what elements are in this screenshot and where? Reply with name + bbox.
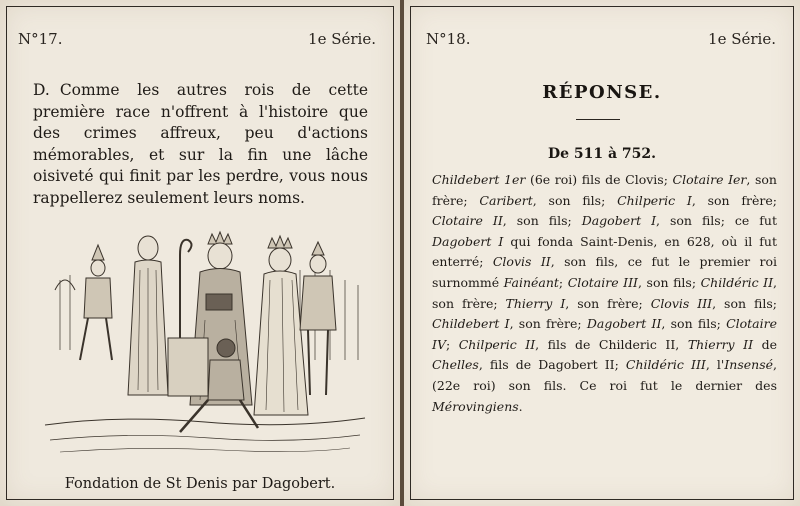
answer-text-segment: , fils de Childeric II, (535, 336, 688, 352)
answer-name-segment: Thierry II (687, 336, 754, 352)
answer-name-segment: Clovis III (650, 295, 713, 311)
answer-name-segment: Childéric III (625, 357, 706, 373)
answer-text-segment: (6e roi) fils de Clovis; (525, 172, 673, 187)
question-paragraph (33, 80, 368, 209)
answer-name-segment: Clotaire IV (432, 316, 777, 352)
question-label: D. (33, 81, 50, 99)
answer-name-segment: Caribert (479, 192, 533, 208)
answer-text-segment: , son fils; (661, 316, 727, 332)
answer-name-segment: Mérovingiens (432, 398, 519, 414)
answer-text-segment: , son fils; (712, 295, 777, 311)
answer-text-segment: , son fils; (502, 213, 582, 229)
right-card-number: N°18. (426, 30, 471, 48)
answer-text-segment: , son fils; (532, 192, 618, 208)
answer-text-segment: , son fils, ce fut le premier roi surnommé (432, 254, 777, 290)
answer-text-segment: de (753, 336, 777, 352)
answer-name-segment: Dagobert I (581, 213, 657, 229)
answer-text-segment: , son frère; (691, 192, 777, 208)
answer-name-segment: Thierry I (505, 295, 566, 311)
answer-name-segment: Clotaire II (432, 213, 503, 229)
answer-name-segment: Clovis II (492, 254, 551, 270)
answer-text-segment: , l' (705, 357, 725, 373)
illustration-caption: Fondation de St Denis par Dagobert. (64, 476, 336, 492)
left-card-number: N°17. (18, 30, 63, 48)
answer-name-segment: Clotaire Ier (672, 172, 747, 187)
answer-paragraph (432, 170, 777, 417)
answer-text-segment: ; (558, 274, 568, 290)
answer-text-segment: , son frère; (432, 172, 777, 208)
answer-name-segment: Chilperic II (458, 336, 536, 352)
question-text: Comme les autres rois de cette première race n'offrent à l'histoire que des crimes affreux, peu d'actions mémorables, et sur la fin une lâche oisiveté qui finit par les perdre, vous nous rappellerez seulement leurs noms. (33, 81, 368, 207)
answer-name-segment: Childéric II (700, 274, 774, 290)
answer-text-segment: , fils de Dagobert II; (478, 357, 626, 373)
answer-text-segment: qui fonda Saint-Denis, en 628, où il fut enterré; (432, 233, 778, 270)
answer-name-segment: Dagobert I (432, 233, 504, 249)
answer-text-segment: , (22e roi) son fils. Ce roi fut le dernier des (432, 357, 777, 393)
answer-name-segment: Childebert I (432, 316, 510, 332)
right-card (404, 0, 800, 506)
answer-name-segment: Clotaire III (567, 274, 638, 290)
answer-name-segment: Childebert 1er (432, 172, 526, 187)
date-range: De 511 à 752. (547, 146, 657, 162)
answer-name-segment: Insensé (724, 357, 774, 373)
answer-name-segment: Fainéant (503, 274, 559, 290)
left-card-serie: 1e Série. (308, 30, 376, 48)
answer-name-segment: Chilperic I (617, 192, 692, 208)
answer-text-segment: , son fils; (638, 274, 701, 290)
answer-text-segment: ; (445, 336, 459, 352)
answer-name-segment: Dagobert II (586, 316, 662, 332)
reponse-title: RÉPONSE. (542, 82, 662, 103)
answer-text-segment: , son frère; (565, 295, 651, 311)
title-divider (576, 119, 620, 120)
answer-name-segment: Chelles (432, 357, 479, 373)
answer-text-segment: , son frère; (509, 316, 587, 332)
answer-text-segment: . (518, 398, 523, 414)
answer-text-segment: , son fils; ce fut (656, 213, 777, 229)
answer-text-segment: , son frère; (432, 274, 777, 311)
right-card-serie: 1e Série. (708, 30, 776, 48)
engraving-illustration (40, 200, 370, 465)
